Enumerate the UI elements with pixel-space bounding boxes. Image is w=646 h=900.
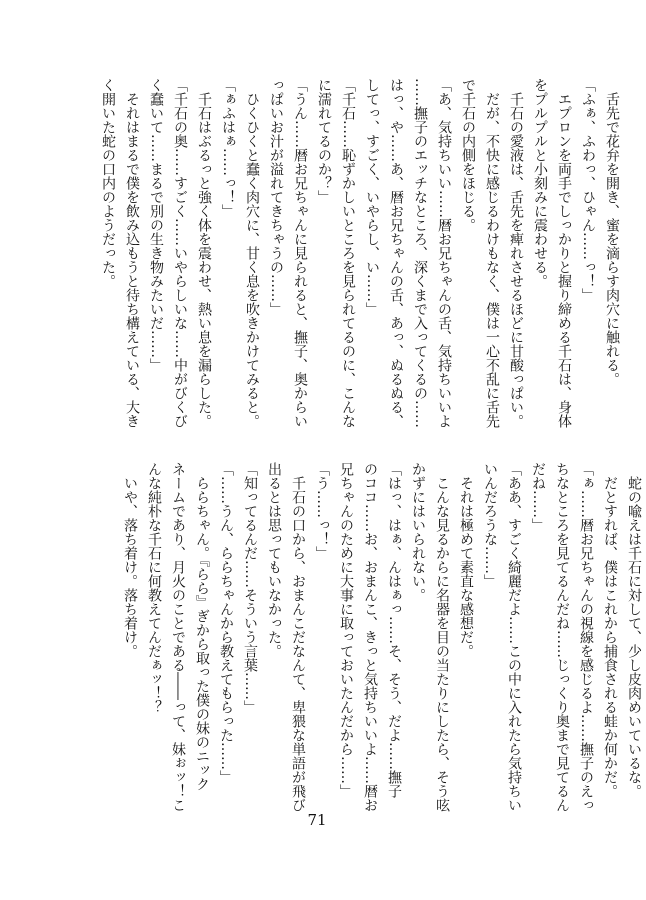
text-column: それは極めて素直な感想だ。 [458, 462, 474, 658]
text-column: 「千石の奥……すごく……いやらしいな……中がびくび [172, 78, 188, 428]
text-column: いんだろうな……」 [482, 462, 498, 588]
text-column: ららちゃん。『らら』ぎから取った僕の妹のニック [194, 462, 210, 791]
text-column: ひくひくと蠢く肉穴に、甘く息を吹きかけてみると。 [244, 78, 260, 428]
text-column: 「知ってるんだ……そういう言葉……」 [242, 462, 258, 714]
text-column: んな純朴な千石に何教えてんだぁッ！？ [146, 462, 162, 714]
text-column: 千石の口から、おまんこだなんて、卑猥な単語が飛び [290, 462, 306, 812]
text-column: く蠢いて……まるで別の生き物みたいだ……」 [148, 78, 164, 372]
text-column: 「ああ、すごく綺麗だよ……この中に入れたら気持ちい [506, 462, 522, 812]
text-column: してっ、すごく、いやらし、い……」 [364, 78, 380, 316]
text-column: をプルプルと小刻みに震わせる。 [532, 78, 548, 288]
text-column: っぱいお汁が溢れてきちゃうの……」 [268, 78, 284, 316]
text-column: 舌先で花弁を開き、蜜を滴らす肉穴に触れる。 [604, 78, 620, 386]
text-column: 「ふぁ、ふわっ、ひゃん……っ！」 [580, 78, 596, 302]
text-column: 兄ちゃんのために大事に取っておいたんだから……」 [338, 462, 354, 798]
text-column: のココ……お、おまんこ、きっと気持ちいいよ……暦お [362, 462, 378, 812]
text-column: 「はっ、はぁ、んはぁっ……そ、そう、だよ……撫子 [386, 462, 402, 798]
text-column: ネームであり、月火のことである――って、妹ぉッ！こ [170, 462, 186, 812]
lower-text-block [118, 462, 646, 812]
text-column: 蛇の喩えは千石に対して、少し皮肉めいているな。 [626, 462, 642, 798]
text-column: いや、落ち着け。落ち着け。 [122, 462, 138, 658]
text-column: で千石の内側をほじる。 [460, 78, 476, 232]
text-column: だね……」 [530, 462, 546, 532]
text-column: 「あ、気持ちいい……暦お兄ちゃんの舌、気持ちいいよ [436, 78, 452, 428]
text-column: 「うん……暦お兄ちゃんに見られると、撫子、奥からい [292, 78, 308, 428]
text-column: かずにはいられない。 [410, 462, 426, 602]
text-column: はっ、や……あ、暦お兄ちゃんの舌、あっ、ぬるぬる、 [388, 78, 404, 428]
text-column: エプロンを両手でしっかりと握り締める千石は、身体 [556, 78, 572, 428]
text-column: に濡れてるのか？」 [316, 78, 332, 204]
text-column: 千石はぶるっと強く体を震わせ、熱い息を漏らした。 [196, 78, 212, 428]
text-column: 「ぁふはぁ……っ！」 [220, 78, 236, 218]
text-column: だが、不快に感じるわけもなく、僕は一心不乱に舌先 [484, 78, 500, 428]
text-column: ……撫子のエッチなところ、深くまで入ってくるの…… [412, 78, 428, 428]
text-column: 「……うん、ららちゃんから教えてもらった……」 [218, 462, 234, 784]
text-column: こんな見るからに名器を目の当たりにしたら、そう呟 [434, 462, 450, 812]
text-column: 出るとは思ってもいなかった。 [266, 462, 282, 658]
text-column: それはまるで僕を飲み込もうと待ち構えている、大き [124, 78, 140, 428]
text-column: 「ぁ……暦お兄ちゃんの視線を感じるよ……撫子のえっ [578, 462, 594, 812]
text-column: ちなところを見てるんだね……じっくり奥まで見てるん [554, 462, 570, 812]
page-number: 71 [307, 811, 327, 829]
text-column: 「千石……恥ずかしいところを見られてるのに、こんな [340, 78, 356, 428]
text-column: 「う……っ！」 [314, 462, 330, 560]
upper-text-block [96, 78, 624, 428]
text-column: く開いた蛇の口内のようだった。 [100, 78, 116, 288]
text-column: 千石の愛液は、舌先を痺れさせるほどに甘酸っぱい。 [508, 78, 524, 428]
text-column: だとすれば、僕はこれから捕食される蛙か何かだ。 [602, 462, 618, 798]
